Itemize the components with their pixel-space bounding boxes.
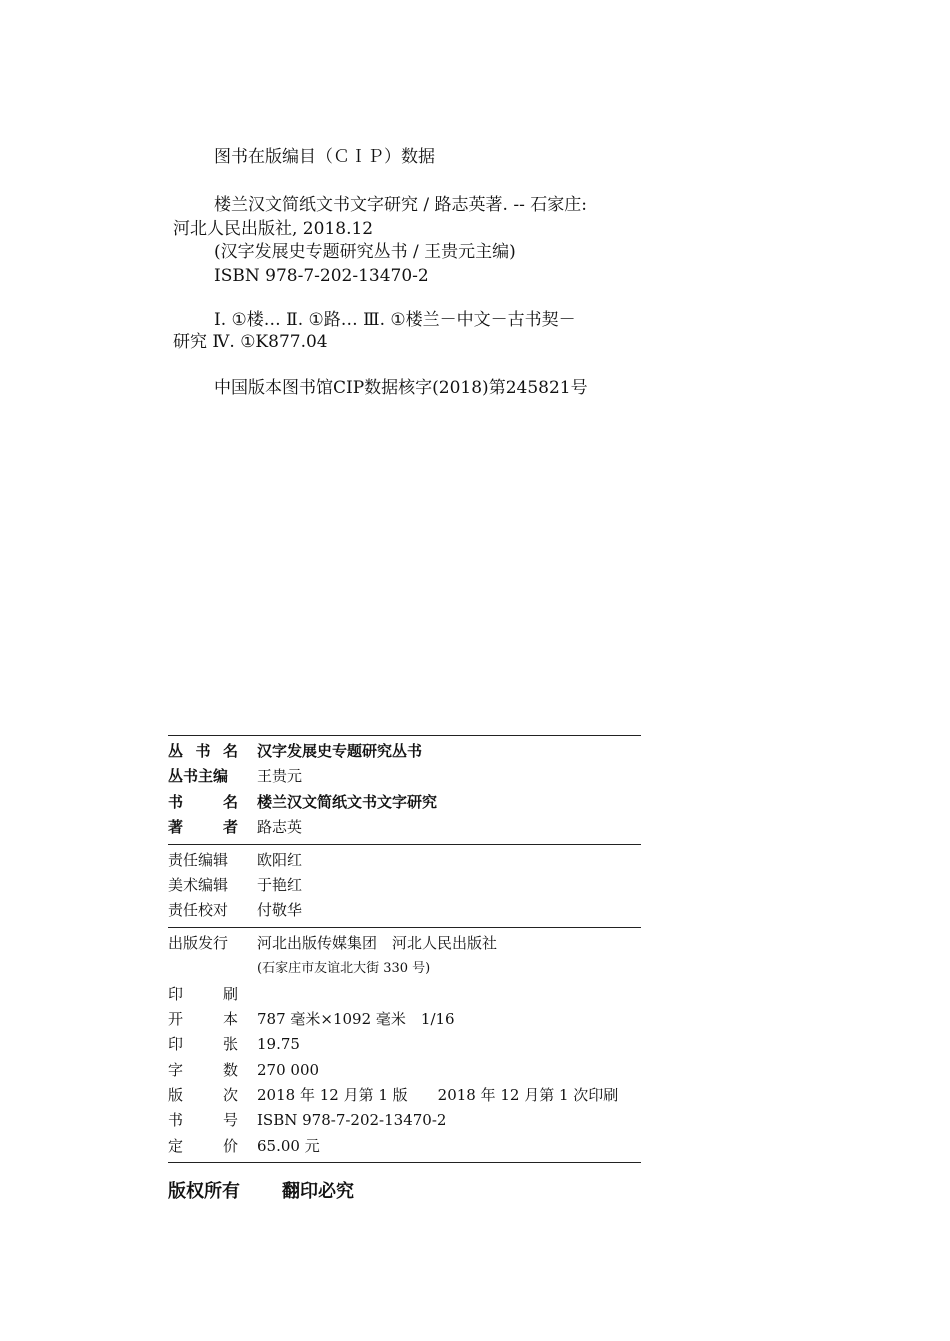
resp-editor-value: 欧阳红 [257,850,303,869]
cip-line-2: 河北人民出版社, 2018.12 [173,219,374,239]
address-row [168,956,641,981]
series-value: 汉字发展史专题研究丛书 [257,742,423,760]
book-title-row [168,790,641,815]
sheets-row [168,1032,641,1057]
cip-line-1: 楼兰汉文简纸文书文字研究 / 路志英著. -- 石家庄: [214,195,587,215]
chief-editor-row [168,764,641,789]
edition-value: 2018 年 12 月第 1 版 2018 年 12 月第 1 次印刷 [257,1086,619,1105]
words-row [168,1058,641,1083]
edition-label: 版 次 [168,1086,238,1105]
publishing-block [168,928,641,1163]
chief-editor-value: 王贵元 [257,767,303,786]
printer-row [168,982,641,1007]
cip-line-5: Ⅰ. ①楼… Ⅱ. ①路… Ⅲ. ①楼兰－中文－古书契－ [214,310,576,330]
divider [168,1162,641,1163]
art-editor-label: 美术编辑 [168,875,229,894]
publisher-value: 河北出版传媒集团 河北人民出版社 [257,933,498,952]
isbn-row [168,1108,641,1133]
art-editor-row [168,873,641,898]
resp-editor-row [168,848,641,873]
format-label: 开 本 [168,1009,238,1028]
copyright-right: 翻印必究 [282,1181,354,1202]
chief-editor-label: 丛书主编 [168,767,229,786]
isbn-label: 书 号 [168,1111,238,1130]
printer-label: 印 刷 [168,984,238,1003]
colophon [168,735,641,1163]
price-label: 定 价 [168,1136,238,1155]
edition-row [168,1083,641,1108]
price-value: 65.00 元 [257,1136,320,1155]
book-title-label: 书 名 [168,792,238,811]
sheets-label: 印 张 [168,1035,238,1054]
words-value: 270 000 [257,1060,320,1079]
cip-line-3: (汉字发展史专题研究丛书 / 王贵元主编) [214,242,516,262]
cip-line-7: 中国版本图书馆CIP数据核字(2018)第245821号 [214,378,588,398]
author-value: 路志英 [257,818,303,837]
publisher-row [168,931,641,956]
address-value: (石家庄市友谊北大街 330 号) [257,961,431,977]
proofreader-row [168,898,641,923]
book-title-value: 楼兰汉文简纸文书文字研究 [257,792,438,811]
series-label: 丛 书 名 [168,742,238,760]
cip-line-4: ISBN 978-7-202-13470-2 [214,266,429,286]
words-label: 字 数 [168,1060,238,1079]
isbn-value: ISBN 978-7-202-13470-2 [257,1111,447,1130]
editors-block [168,845,641,927]
cip-title: 图书在版编目（ＣＩＰ）数据 [214,147,435,167]
format-value: 787 毫米×1092 毫米 1/16 [257,1009,455,1028]
cip-line-6: 研究 Ⅳ. ①K877.04 [173,332,328,352]
resp-editor-label: 责任编辑 [168,850,229,869]
proofreader-label: 责任校对 [168,901,229,920]
author-label: 著 者 [168,818,238,837]
author-row [168,815,641,840]
series-info-block [168,736,641,844]
series-row [168,739,641,764]
copyright-left: 版权所有 [168,1181,240,1202]
art-editor-value: 于艳红 [257,875,303,894]
proofreader-value: 付敬华 [257,901,303,920]
format-row [168,1007,641,1032]
sheets-value: 19.75 [257,1035,300,1054]
price-row [168,1134,641,1159]
copyright-notice [168,1177,354,1203]
publisher-label: 出版发行 [168,933,229,952]
